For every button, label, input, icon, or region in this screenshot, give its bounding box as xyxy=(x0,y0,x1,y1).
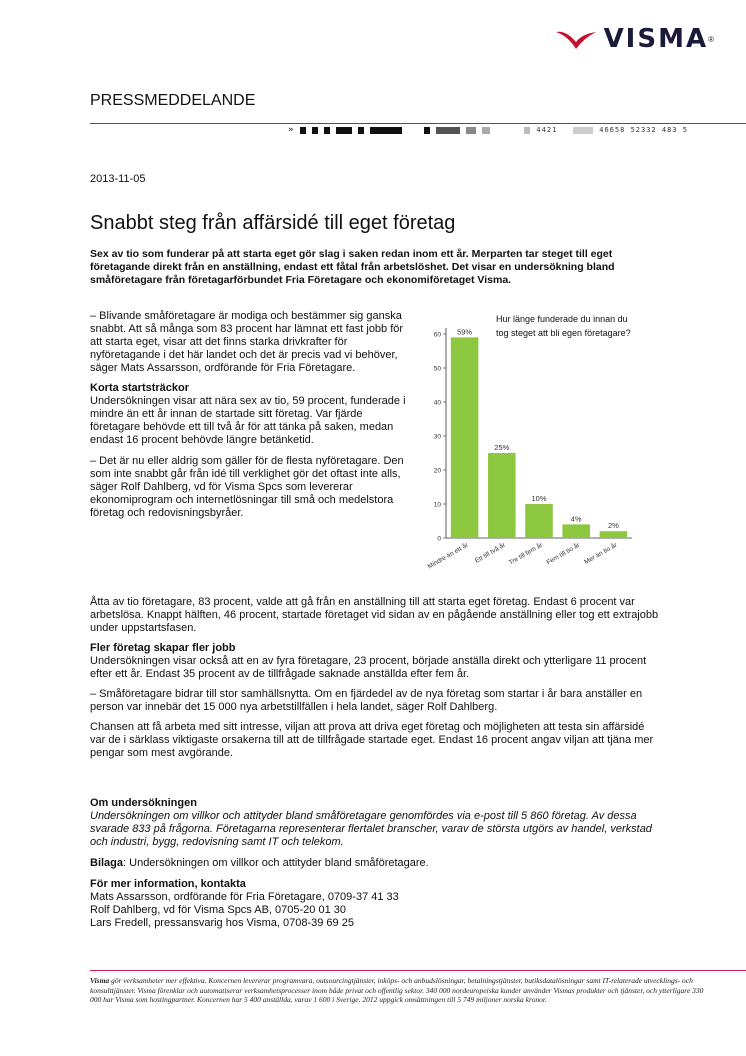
barcode-number-1: 4421 xyxy=(536,126,558,134)
category-label: Fem till tio år xyxy=(545,541,582,567)
main-body xyxy=(90,596,660,760)
motivation-paragraph: Chansen att få arbeta med sitt intresse, viljan att prova att driva eget företag och möjligheten att testa sin affärsidé var de i särklass viktigaste orsakerna till att de tillfrågade startade eget. Endast 16 procent angav viljan att tjäna mer pengar som mest avgörande. xyxy=(90,721,654,759)
category-label: Ett till två år xyxy=(473,541,507,565)
data-label: 4% xyxy=(570,514,582,524)
left-column xyxy=(90,310,410,520)
bar xyxy=(451,337,479,538)
about-heading: Om undersökningen xyxy=(90,797,197,809)
survey-results-paragraph: Undersökningen visar att nära sex av tio, 59 procent, funderade i mindre än ett år innan de startade sitt företag. Var fjärde företagare behövde ett till två år för att tänka på saken, medan endast 16 procent behövde längre betänketid. xyxy=(90,395,406,446)
contact-fredell: Lars Fredell, pressansvarig hos Visma, 0708-39 69 25 xyxy=(90,917,354,929)
chart-title-line-2: tog steget att bli egen företagare? xyxy=(496,328,631,338)
logo-registered: ® xyxy=(708,34,714,44)
attachment-label: Bilaga xyxy=(90,857,124,869)
bar xyxy=(488,453,516,538)
footer-boilerplate xyxy=(90,976,710,1005)
document-type-heading: PRESSMEDDELANDE xyxy=(90,92,256,109)
y-tick-label: 40 xyxy=(433,399,441,407)
footer-rule xyxy=(90,970,746,971)
contact-heading: För mer information, kontakta xyxy=(90,878,246,890)
attachment-text: : Undersökningen om villkor och attityder bland småföretagare. xyxy=(123,857,429,869)
contact-dahlberg: Rolf Dahlberg, vd för Visma Spcs AB, 0705-20 01 30 xyxy=(90,904,346,916)
release-date: 2013-11-05 xyxy=(90,173,146,185)
chevron-right-icon: » xyxy=(288,125,295,135)
about-text: Undersökningen om villkor och attityder bland småföretagare genomfördes via e-post till 5 860 företag. Av dessa svarade 833 på frågorna. Företagarna representerar flertalet branscher, varav de största utgörs av handel, verkstad och industri, bygg, redovisning samt IT och telekom. xyxy=(90,810,652,848)
y-tick-label: 50 xyxy=(433,365,441,373)
data-label: 10% xyxy=(531,494,547,503)
footer-text: gör verksamheter mer effektiva. Koncernen levererar programvara, outsourcingtjänster, inköps- och anbudslösningar, betalningstjänster, butiksdatalösningar samt IT-relaterade utvecklings- och konsulttjänster. Visma förenklar och automatiserar verksamhetsprocesser inom både privat och offentlig sektor. 340 000 nordeuropeiska kunder använder Vismas produkter och tjänster, och ytterligare 330 000 har Visma som hostingpartner. Koncernen har 5 400 anställda, varav 1 600 i Sverige. 2012 uppgick omsättningen till 5 749 miljoner norska kronor. xyxy=(90,976,704,1004)
chart-bars xyxy=(426,327,627,570)
barcode-strip xyxy=(288,125,688,135)
bar xyxy=(562,524,590,538)
data-label: 59% xyxy=(457,327,473,337)
logo-text: VISMA xyxy=(603,24,709,54)
footer-brand: Visma xyxy=(90,976,110,985)
subheading-korta-startstrackor: Korta startsträckor xyxy=(90,382,190,394)
hiring-paragraph: Undersökningen visar också att en av fyra företagare, 23 procent, började anställa direkt och ytterligare 11 procent efter ett år. Endast 35 procent av de tillfrågade saknade anställda efter fem år. xyxy=(90,655,647,680)
category-label: Tre till fem år xyxy=(507,541,544,567)
chart-title-line-1: Hur länge funderade du innan du xyxy=(496,314,628,324)
lead-paragraph: Sex av tio som funderar på att starta eget gör slag i saken redan inom ett år. Merparten tar steget till eget företagande direkt från en anställning, endast ett fåtal från arbetslöshet. Det visar en undersökning bland småföretagare från företagarförbundet Fria Företagare och ekonomiföretaget Visma. xyxy=(90,248,615,286)
subheading-fler-jobb: Fler företag skapar fler jobb xyxy=(90,642,236,654)
y-tick-label: 20 xyxy=(433,467,441,475)
quote-assarsson: – Blivande småföretagare är modiga och bestämmer sig ganska snabbt. Att så många som 83 procent har lämnat ett fast jobb för att starta eget, visar att det finns starka drivkrafter för nyföretagande i det här landet och det är precis vad vi behöver, säger Mats Assarsson, ordförande för Fria Företagare. xyxy=(90,310,404,374)
page-title: Snabbt steg från affärsidé till eget företag xyxy=(90,212,456,234)
y-tick-label: 0 xyxy=(437,535,441,543)
category-label: Mindre än ett år xyxy=(426,541,470,571)
quote-dahlberg-1: – Det är nu eller aldrig som gäller för de flesta nyföretagare. Den som inte snabbt går från idé till verklighet gör det oftast inte alls, säger Rolf Dahlberg, vd för Visma Spcs som levererar ekonomiprogram och internetlösningar till små och medelstora företag och redovisningsbyråer. xyxy=(90,455,404,519)
y-tick-label: 60 xyxy=(433,331,441,339)
visma-swoosh-icon xyxy=(554,28,598,50)
data-label: 25% xyxy=(494,443,510,452)
y-tick-label: 30 xyxy=(433,433,441,441)
header-rule xyxy=(90,123,746,124)
category-label: Mer än tio år xyxy=(583,541,619,566)
y-tick-label: 10 xyxy=(433,501,441,509)
contact-assarsson: Mats Assarsson, ordförande för Fria Företagare, 0709-37 41 33 xyxy=(90,891,399,903)
about-section xyxy=(90,797,660,930)
data-label: 2% xyxy=(607,521,619,531)
barcode-number-2: 46658 52332 483 5 xyxy=(599,126,688,134)
quote-dahlberg-2: – Småföretagare bidrar till stor samhällsnytta. Om en fjärdedel av de nya företag som startar i år bara anställer en person var innebär det 15 000 nya arbetstillfällen i hela landet, säger Rolf Dahlberg. xyxy=(90,688,643,713)
employment-paragraph: Åtta av tio företagare, 83 procent, valde att gå från en anställning till att starta eget företag. Endast 6 procent var arbetslösa. Knappt hälften, 46 procent, startade företaget vid sidan av en pågående anställning eller tog ett extrajobb under uppstartsfasen. xyxy=(90,596,659,634)
bar xyxy=(525,504,553,538)
bar xyxy=(600,531,628,538)
visma-logo xyxy=(554,24,714,54)
duration-bar-chart xyxy=(418,308,658,584)
